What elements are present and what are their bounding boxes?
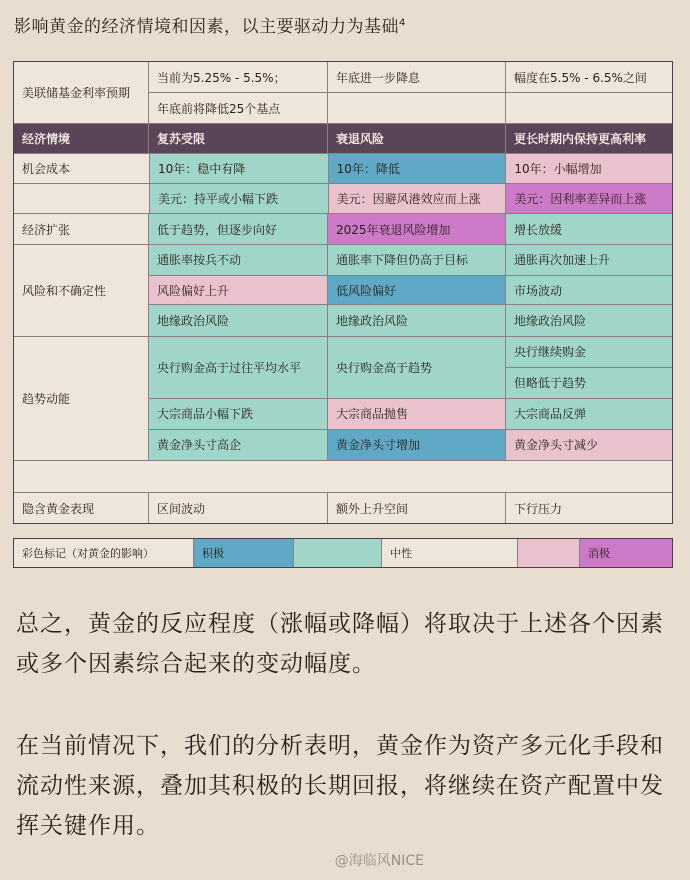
table-row: 美联储基金利率预期 当前为5.25% - 5.5%； 年底进一步降息 幅度在5.5% - 6.5%之间 年底前将降低25个基点 [14, 62, 672, 124]
row-label: 美联储基金利率预期 [14, 62, 149, 123]
table-row: 隐含黄金表现 区间波动 额外上升空间 下行压力 [14, 493, 672, 523]
table-row: 机会成本 10年：稳中有降 10年：降低 10年：小幅增加 美元：持平或小幅下跌 美元：因避风港效应而上涨 美元：因利率差异而上涨 [14, 154, 672, 214]
summary-paragraph: 总之，黄金的反应程度（涨幅或降幅）将取决于上述各个因素或多个因素综合起来的变动幅度。 [16, 611, 664, 677]
watermark: @海临风NICE [334, 853, 424, 869]
table-row: 趋势动能 央行购金高于过往平均水平 央行购金高于趋势 央行继续购金 但略低于趋势 大宗商品小幅下跌 大宗商品抛售 大宗商品反弹 黄金净头寸高企 黄金净头寸增加 黄金净头寸减少 [14, 337, 672, 461]
table-row: 经济扩张 低于趋势，但逐步向好 2025年衰退风险增加 增长放缓 [14, 214, 672, 245]
scenario-table [13, 61, 673, 524]
color-legend: 彩色标记（对黄金的影响） 积极 中性 消极 [13, 538, 673, 568]
table-header: 经济情境 复苏受限 衰退风险 更长时期内保持更高利率 [14, 124, 672, 154]
page-title: 影响黄金的经济情境和因素，以主要驱动力为基础$^4$ [14, 17, 406, 37]
table-row: 风险和不确定性 通胀率按兵不动 通胀率下降但仍高于目标 通胀再次加速上升 风险偏好上升 低风险偏好 市场波动 地缘政治风险 地缘政治风险 地缘政治风险 [14, 245, 672, 337]
table-row [14, 461, 672, 493]
conclusion-paragraph: 在当前情况下，我们的分析表明，黄金作为资产多元化手段和流动性来源，叠加其积极的长期回报，将继续在资产配置中发挥关键作用。 [16, 733, 664, 839]
